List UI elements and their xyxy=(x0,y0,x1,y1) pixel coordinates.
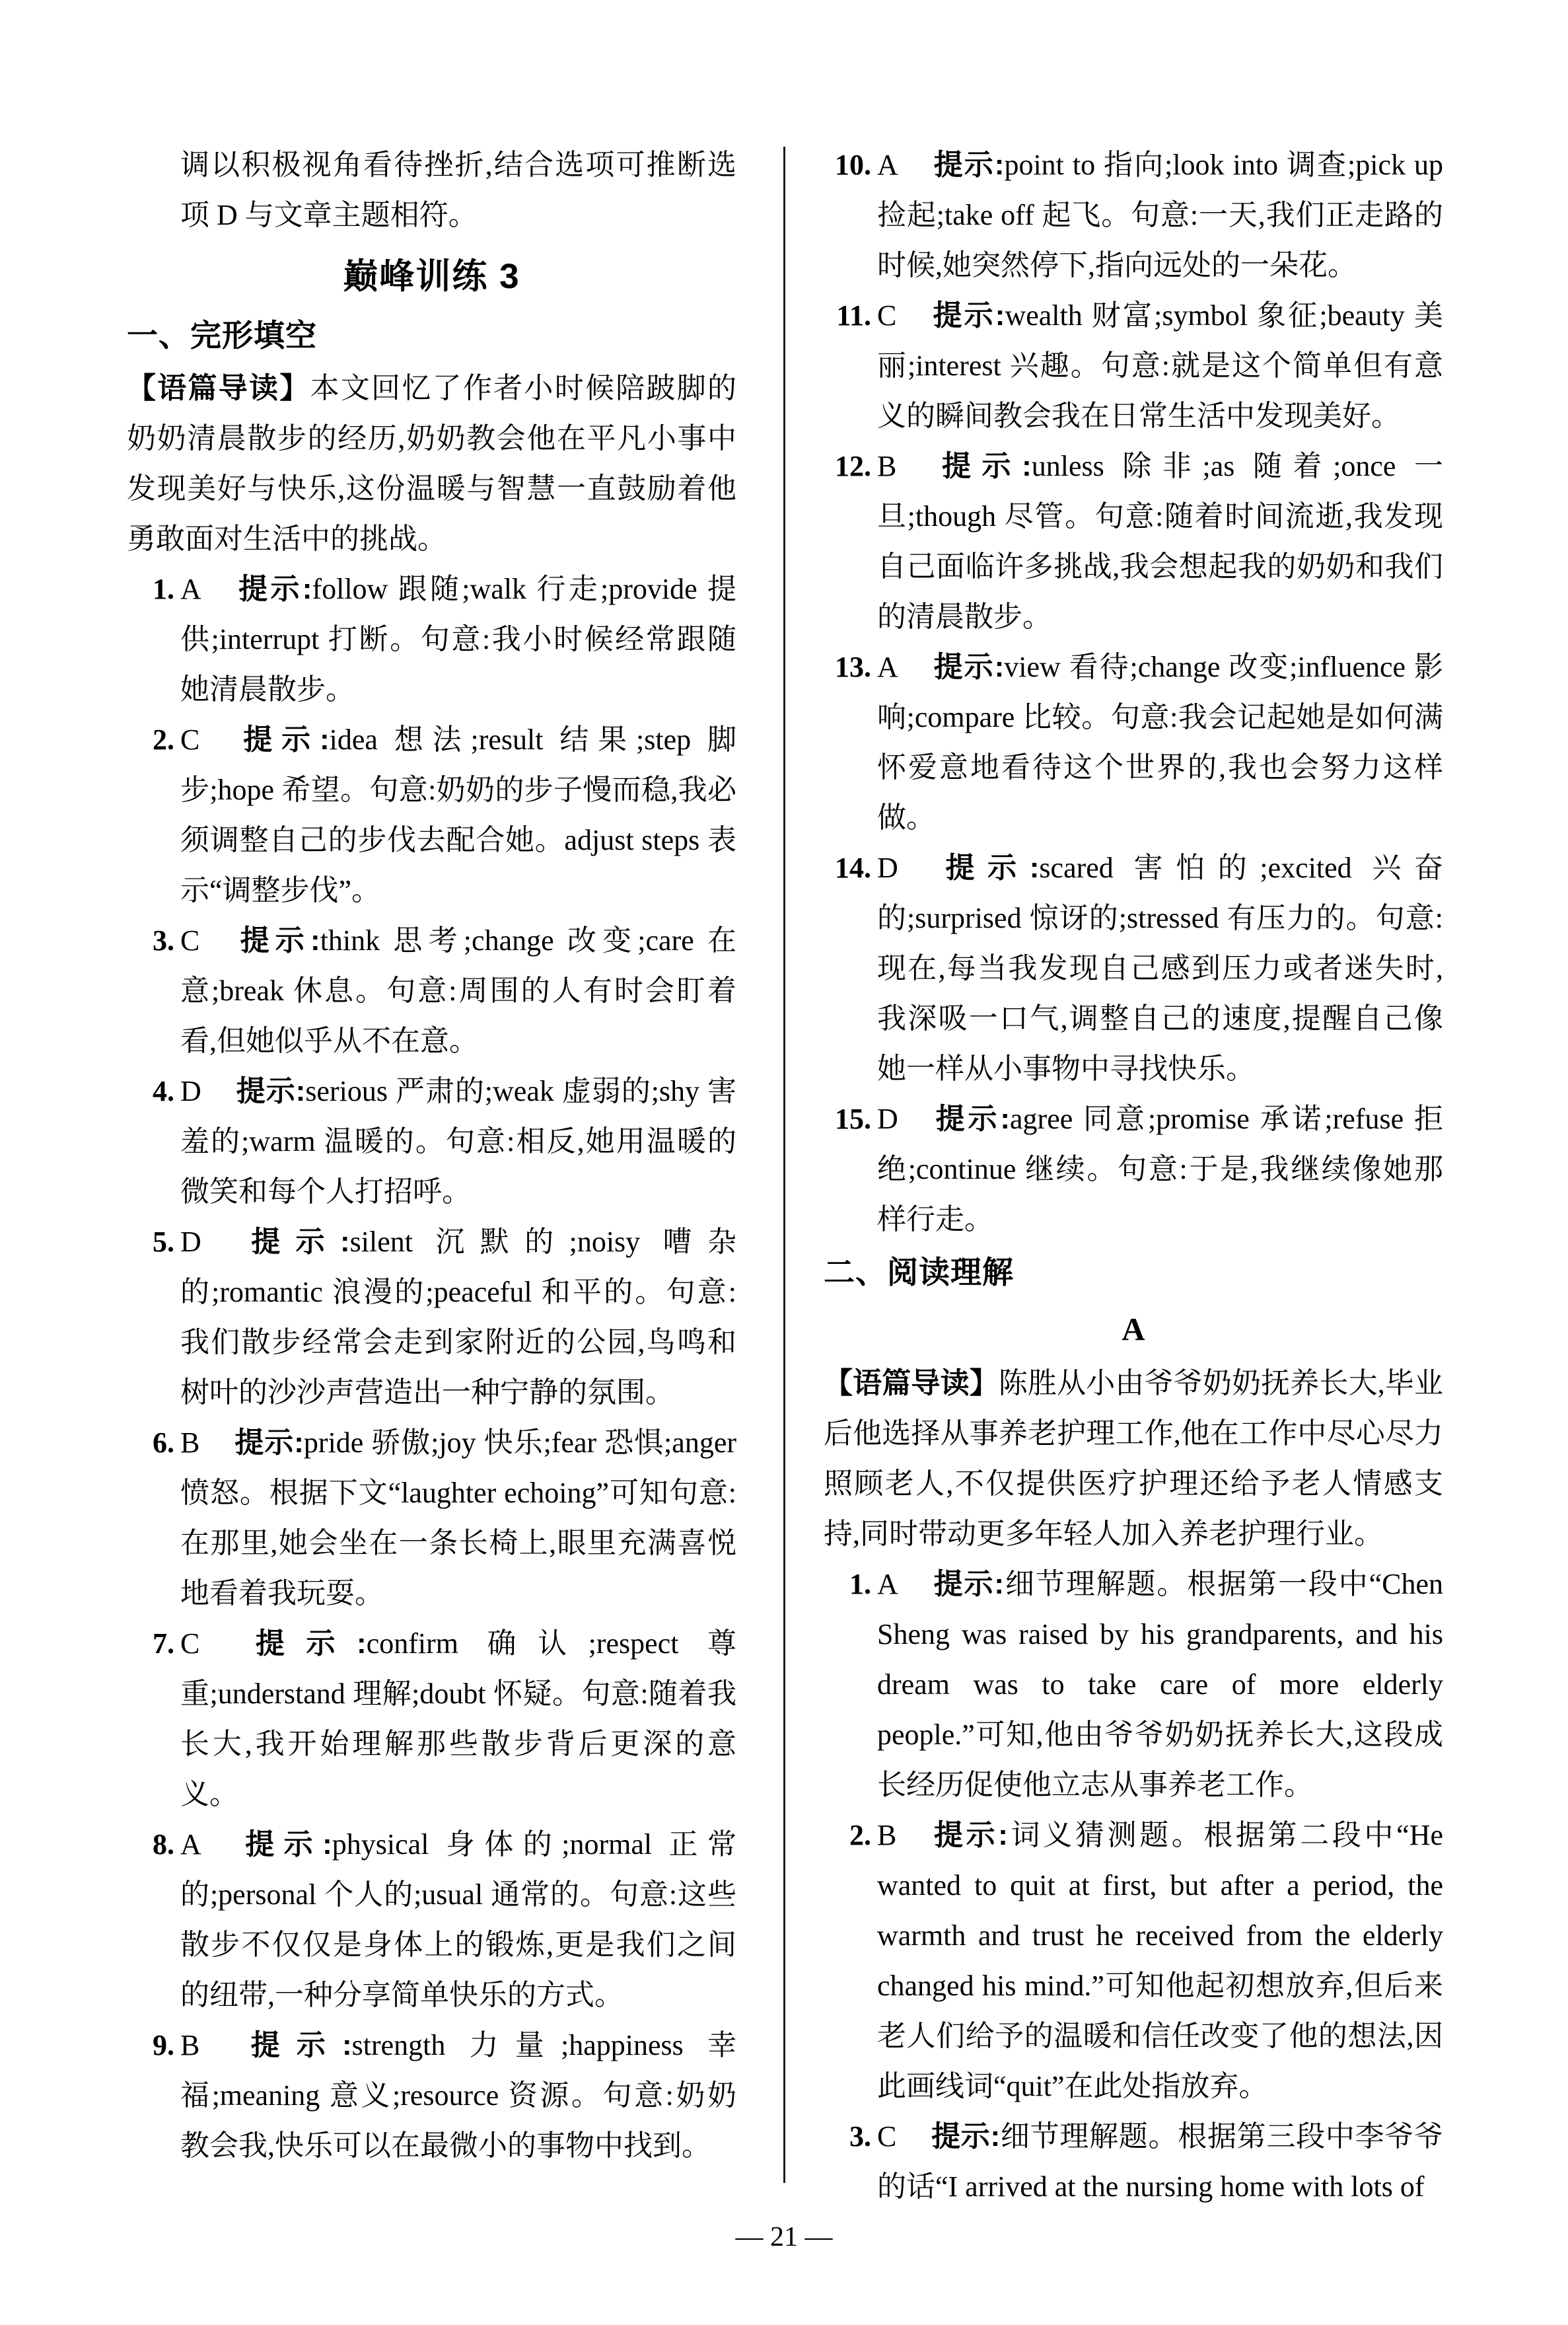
answer-letter: B xyxy=(180,2029,200,2061)
hint-text: agree 同意;promise 承诺;refuse 拒绝;continue 继续。句意:于是,我继续像她那样行走。 xyxy=(877,1103,1443,1236)
passage-guide-label: 【语篇导读】 xyxy=(824,1367,999,1399)
hint-label: 提示: xyxy=(932,651,1005,683)
answer-item xyxy=(824,843,1443,1094)
answer-item xyxy=(127,715,736,916)
page-title: 巅峰训练 3 xyxy=(343,257,520,296)
left-column xyxy=(127,140,736,2171)
hint-label: 提示: xyxy=(931,1819,1008,1851)
hint-label: 提示: xyxy=(235,1828,332,1861)
page-number: — 21 — xyxy=(735,2222,833,2252)
answer-item xyxy=(127,1619,736,1820)
hint-text: serious 严肃的;weak 虚弱的;shy 害羞的;warm 温暖的。句意:相反,她用温暖的微笑和每个人打招呼。 xyxy=(180,1075,736,1208)
item-number: 5. xyxy=(153,1226,174,1258)
item-number: 3. xyxy=(153,924,174,957)
answer-item xyxy=(824,441,1443,642)
item-number: 15. xyxy=(835,1103,871,1135)
reading-answer-list-1-3 xyxy=(824,1559,1443,2212)
hint-text: pride 骄傲;joy 快乐;fear 恐惧;anger 愤怒。根据下文“laughter echoing”可知句意:在那里,她会坐在一条长椅上,眼里充满喜悦地看着我玩耍。 xyxy=(180,1426,736,1609)
reading-intro-paragraph xyxy=(824,1358,1443,1559)
answer-item xyxy=(127,916,736,1066)
item-number: 1. xyxy=(849,1568,871,1600)
answer-item xyxy=(824,140,1443,291)
answer-letter: A xyxy=(180,573,201,605)
answer-item xyxy=(824,1094,1443,1245)
item-number: 13. xyxy=(835,651,871,683)
answer-letter: C xyxy=(180,723,200,756)
hint-label: 提示: xyxy=(234,2029,352,2061)
hint-label: 提示: xyxy=(234,723,330,756)
answer-item xyxy=(824,2112,1443,2212)
hint-text: idea 想法;result 结果;step 脚步;hope 希望。句意:奶奶的步子慢而稳,我必须调整自己的步伐去配合她。adjust steps 表示“调整步伐”。 xyxy=(180,723,736,906)
item-number: 14. xyxy=(835,852,871,884)
answer-item xyxy=(824,642,1443,843)
hint-text: scared 害怕的;excited 兴奋的;surprised 惊讶的;stressed 有压力的。句意:现在,每当我发现自己感到压力或者迷失时,我深吸一口气,调整自己的速度,提醒自己像她一样从小事物中寻找快乐。 xyxy=(877,852,1444,1085)
hint-label: 提示: xyxy=(235,1075,306,1107)
hint-label: 提示: xyxy=(235,1226,350,1258)
hint-label: 提示: xyxy=(932,852,1040,884)
answer-item xyxy=(127,1217,736,1418)
item-number: 2. xyxy=(153,723,174,756)
answer-item xyxy=(127,1820,736,2020)
carryover-paragraph: 调以积极视角看待挫折,结合选项可推断选项 D 与文章主题相符。 xyxy=(180,149,736,231)
hint-label: 提示: xyxy=(234,924,320,957)
answer-letter: B xyxy=(877,1819,897,1851)
cloze-intro-paragraph xyxy=(127,363,736,564)
item-number: 2. xyxy=(849,1819,871,1851)
item-number: 4. xyxy=(153,1075,174,1107)
answer-letter: B xyxy=(877,450,897,482)
answer-letter: D xyxy=(877,852,898,884)
answer-item xyxy=(824,291,1443,441)
answer-letter: A xyxy=(877,149,898,181)
item-number: 11. xyxy=(836,299,871,332)
hint-label: 提示: xyxy=(932,149,1005,181)
hint-text: 细节理解题。根据第一段中“Chen Sheng was raised by his grandparents, and his dream was to take care of more elderly people.”可知,他由爷爷奶奶抚养长大,这段成长经历促使他立志从事养老工作。 xyxy=(877,1568,1444,1801)
hint-text: follow 跟随;walk 行走;provide 提供;interrupt 打断。句意:我小时候经常跟随她清晨散步。 xyxy=(180,573,737,706)
hint-text: silent 沉默的;noisy 嘈杂的;romantic 浪漫的;peaceful 和平的。句意:我们散步经常会走到家附近的公园,鸟鸣和树叶的沙沙声营造出一种宁静的氛围。 xyxy=(180,1226,736,1409)
item-number: 6. xyxy=(153,1426,174,1459)
hint-text: 细节理解题。根据第三段中李爷爷的话“I arrived at the nursing home with lots of xyxy=(877,2120,1444,2203)
answer-letter: C xyxy=(877,2120,897,2153)
answer-letter: D xyxy=(180,1226,201,1258)
answer-letter: A xyxy=(877,1568,898,1600)
answer-letter: D xyxy=(180,1075,201,1107)
item-number: 3. xyxy=(849,2120,871,2153)
hint-label: 提示: xyxy=(932,1568,1005,1600)
hint-text: wealth 财富;symbol 象征;beauty 美丽;interest 兴趣。句意:就是这个简单但有意义的瞬间教会我在日常生活中发现美好。 xyxy=(877,299,1443,432)
right-column xyxy=(824,140,1443,2212)
hint-text: think 思考;change 改变;care 在意;break 休息。句意:周围的人有时会盯着看,但她似乎从不在意。 xyxy=(180,924,736,1057)
section-reading-heading: 二、阅读理解 xyxy=(824,1255,1014,1290)
hint-text: unless 除非;as 随着;once 一旦;though 尽管。句意:随着时间流逝,我发现自己面临许多挑战,我会想起我的奶奶和我们的清晨散步。 xyxy=(877,450,1443,633)
answer-item xyxy=(127,2020,736,2171)
answer-letter: A xyxy=(180,1828,201,1861)
answer-letter: B xyxy=(180,1426,200,1459)
answer-letter: A xyxy=(877,651,898,683)
hint-label: 提示: xyxy=(931,2120,1001,2153)
hint-label: 提示: xyxy=(931,450,1032,482)
answer-letter: C xyxy=(877,299,897,332)
item-number: 12. xyxy=(835,450,871,482)
answer-item xyxy=(824,1559,1443,1810)
hint-label: 提示: xyxy=(234,1426,304,1459)
answer-item xyxy=(824,1810,1443,2112)
answer-letter: D xyxy=(877,1103,898,1135)
item-number: 9. xyxy=(153,2029,174,2061)
hint-label: 提示: xyxy=(932,1103,1011,1135)
answer-letter: C xyxy=(180,924,200,957)
item-number: 8. xyxy=(153,1828,174,1861)
answer-item xyxy=(127,564,736,715)
hint-text: physical 身体的;normal 正常的;personal 个人的;usual 通常的。句意:这些散步不仅仅是身体上的锻炼,更是我们之间的纽带,一种分享简单快乐的方式。 xyxy=(180,1828,736,2011)
hint-label: 提示: xyxy=(235,573,312,605)
hint-label: 提示: xyxy=(931,299,1005,332)
answer-item xyxy=(127,1418,736,1619)
reading-passage-label: A xyxy=(1122,1311,1145,1347)
hint-text: point to 指向;look into 调查;pick up 捡起;take off 起飞。句意:一天,我们正走路的时候,她突然停下,指向远处的一朵花。 xyxy=(877,149,1443,281)
item-number: 10. xyxy=(835,149,871,181)
cloze-answer-list-10-15 xyxy=(824,140,1443,1245)
passage-guide-label: 【语篇导读】 xyxy=(127,372,310,404)
answer-letter: C xyxy=(180,1627,200,1660)
column-divider-rule xyxy=(783,147,785,2183)
hint-text: confirm 确认;respect 尊重;understand 理解;doubt 怀疑。句意:随着我长大,我开始理解那些散步背后更深的意义。 xyxy=(180,1627,736,1810)
passage-guide-text: 本文回忆了作者小时候陪跛脚的奶奶清晨散步的经历,奶奶教会他在平凡小事中发现美好与快乐,这份温暖与智慧一直鼓励着他勇敢面对生活中的挑战。 xyxy=(127,372,737,555)
item-number: 1. xyxy=(153,573,174,605)
cloze-answer-list-1-9 xyxy=(127,564,736,2171)
section-cloze-heading: 一、完形填空 xyxy=(127,318,317,353)
hint-text: 词义猜测题。根据第二段中“He wanted to quit at first, but after a period, the warmth and trust he received from the elderly changed his mind.”可知他起初想放弃,但后来老人们给予的温暖和信任改变了他的想法,因此画线词“quit”在此处指放弃。 xyxy=(877,1819,1443,2102)
passage-guide-text: 陈胜从小由爷爷奶奶抚养长大,毕业后他选择从事养老护理工作,他在工作中尽心尽力照顾老人,不仅提供医疗护理还给予老人情感支持,同时带动更多年轻人加入养老护理行业。 xyxy=(824,1367,1444,1550)
item-number: 7. xyxy=(153,1627,174,1660)
answer-item xyxy=(127,1066,736,1217)
hint-text: strength 力量;happiness 幸福;meaning 意义;resource 资源。句意:奶奶教会我,快乐可以在最微小的事物中找到。 xyxy=(180,2029,737,2162)
hint-text: view 看待;change 改变;influence 影响;compare 比较。句意:我会记起她是如何满怀爱意地看待这个世界的,我也会努力这样做。 xyxy=(877,651,1443,834)
hint-label: 提示: xyxy=(234,1627,367,1660)
